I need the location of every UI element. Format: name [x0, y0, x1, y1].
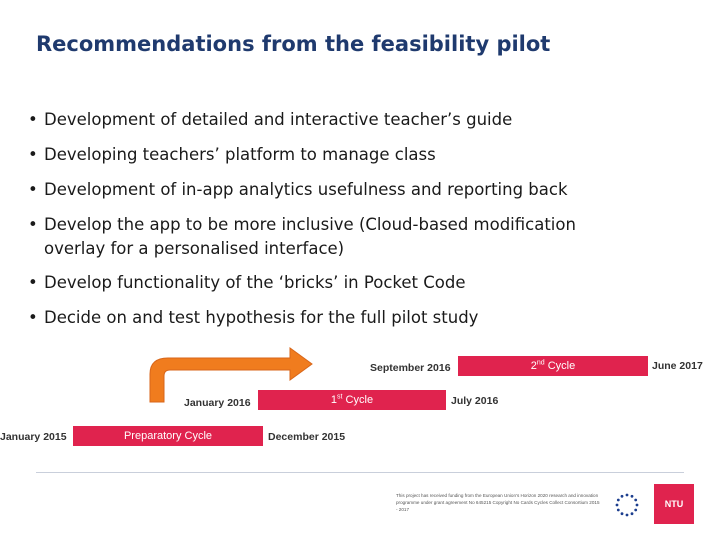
second-cycle-number: 2	[530, 360, 537, 372]
second-cycle-bar	[458, 356, 648, 376]
list-item	[28, 306, 478, 330]
bullet-marker: •	[28, 145, 38, 164]
bullet-marker: •	[28, 308, 38, 327]
bullet-marker: •	[28, 273, 38, 292]
list-item-continuation: overlay for a personalised interface)	[44, 239, 345, 258]
list-item-text: Development of detailed and interactive teacher’s guide	[44, 110, 513, 129]
list-item	[28, 213, 576, 261]
first-cycle-bar	[258, 390, 446, 410]
preparatory-cycle-label: Preparatory Cycle	[123, 430, 213, 442]
footer-divider	[36, 472, 684, 473]
preparatory-cycle-bar	[73, 426, 263, 446]
list-item-text: Decide on and test hypothesis for the full pilot study	[44, 308, 479, 327]
list-item-text: Develop the app to be more inclusive (Cloud-based modification	[44, 215, 576, 234]
preparatory-end-date: December 2015	[268, 431, 346, 443]
list-item	[28, 178, 568, 202]
list-item	[28, 108, 512, 132]
list-item-text: Developing teachers’ platform to manage class	[44, 145, 436, 164]
project-timeline	[0, 340, 720, 460]
funding-statement: This project has received funding from the European Union’s Horizon 2020 research and innovation programme under grant agreement No 645215 Copyright No Cards Cycles Collect Consortium 2015 - 2017	[396, 493, 600, 512]
first-cycle-end-date: July 2016	[451, 395, 499, 407]
first-cycle-ordinal: st	[337, 393, 343, 401]
preparatory-start-date: January 2015	[0, 431, 67, 443]
first-cycle-start-date: January 2016	[184, 397, 251, 409]
bullet-marker: •	[28, 110, 38, 129]
slide-title: Recommendations from the feasibility pilot	[36, 32, 551, 56]
second-cycle-label: Cycle	[544, 360, 576, 372]
list-item	[28, 143, 436, 167]
bullet-marker: •	[28, 215, 38, 234]
second-cycle-ordinal: nd	[536, 359, 545, 367]
first-cycle-label: Cycle	[342, 394, 374, 406]
second-cycle-end-date: June 2017	[652, 360, 703, 372]
list-item-text: Develop functionality of the ‘bricks’ in Pocket Code	[44, 273, 466, 292]
second-cycle-start-date: September 2016	[370, 362, 451, 374]
first-cycle-number: 1	[330, 394, 338, 406]
ntu-logo: NTU	[654, 484, 694, 524]
bullet-marker: •	[28, 180, 38, 199]
list-item-text: Development of in-app analytics usefulness and reporting back	[44, 180, 568, 199]
list-item	[28, 271, 466, 295]
eu-flag-icon	[607, 490, 647, 520]
